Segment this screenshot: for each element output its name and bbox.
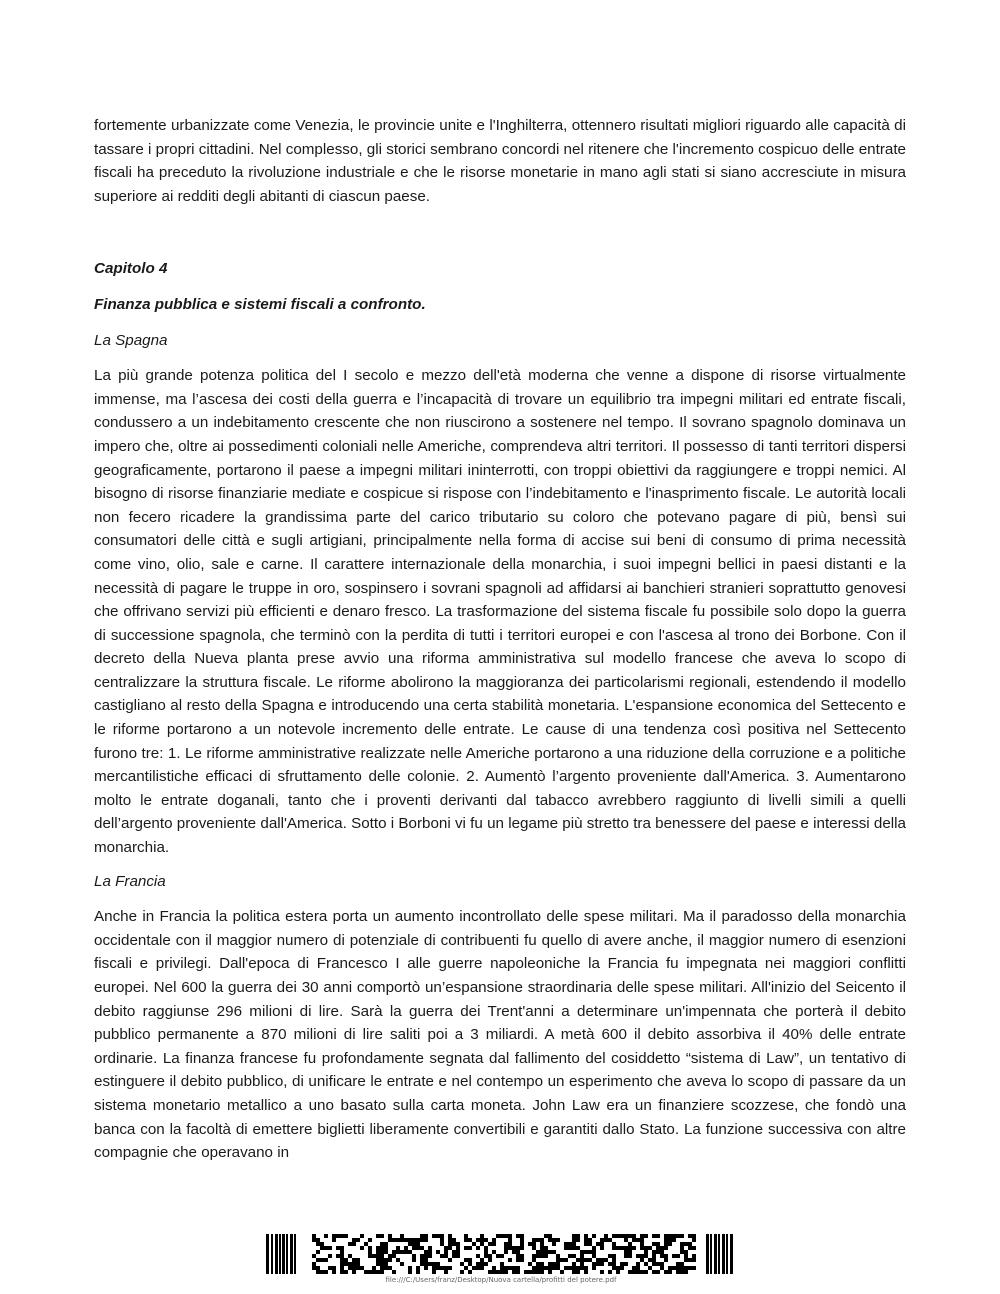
barcode-image [266, 1232, 736, 1278]
intro-paragraph: fortemente urbanizzate come Venezia, le provincie unite e l'Inghilterra, ottennero risultati migliori riguardo alle capacità di tassare i propri cittadini. Nel complesso, gli storici sembrano concordi nel ritenere che l'incremento cospicuo delle entrate fiscali ha preceduto la rivoluzione industriale e che le risorse monetarie in mano agli stati si siano accresciute in misura superiore ai redditi degli abitanti di ciascun paese. [94, 117, 906, 205]
section-paragraph-spagna: La più grande potenza politica del I secolo e mezzo dell'età moderna che venne a dispone di risorse virtualmente immense, ma l’ascesa dei costi della guerra e l’incapacità di trovare un equilibrio tra impegni militari ed entrate fiscali, condussero a un indebitamento crescente che non riuscirono a sostenere nel tempo. Il sovrano spagnolo dominava un impero che, oltre ai possedimenti coloniali nelle Americhe, comprendeva altri territori. Il possesso di tanti territori dispersi geograficamente, portarono il paese a impegni militari ininterrotti, con troppi obiettivi da raggiungere e troppi nemici. Al bisogno di risorse finanziarie mediate e cospicue si rispose con l’indebitamento e l'inasprimento fiscale. Le autorità locali non fecero ricadere la grandissima parte del carico tributario su coloro che potevano pagare di più, bensì sui consumatori delle città e sugli artigiani, principalmente nella forma di accise sui beni di consumo di prima necessità come vino, olio, sale e carne. Il carattere internazionale della monarchia, i suoi impegni bellici in paesi distanti e la necessità di pagare le truppe in oro, sospinsero i sovrani spagnoli ad affidarsi ai banchieri stranieri soprattutto genovesi che offrivano servizi più efficienti e denaro fresco. La trasformazione del sistema fiscale fu possibile solo dopo la guerra di successione spagnola, che terminò con la perdita di tutti i territori europei e con l'ascesa al trono dei Borbone. Con il decreto della Nueva planta prese avvio una riforma amministrativa sul modello francese che aveva lo scopo di centralizzare la struttura fiscale. Le riforme abolirono la maggioranza dei particolarismi regionali, estendendo il modello castigliano al resto della Spagna e introducendo una certa stabilità monetaria. L'espansione economica del Settecento e le riforme portarono a un notevole incremento delle entrate. Le cause di una tendenza così positiva nel Settecento furono tre: 1. Le riforme amministrative realizzate nelle Americhe portarono a una riduzione della corruzione e a politiche mercantilistiche efficaci di sfruttamento delle colonie. 2. Aumentò l’argento proveniente dall'America. 3. Aumentarono molto le entrate doganali, tanto che i proventi derivanti dal tabacco avrebbero raggiunto di livelli simili a quelli dell’argento proveniente dall'America. Sotto i Borboni vi fu un legame più stretto tra benessere del paese e interessi della monarchia. [94, 367, 906, 857]
section-heading-spagna: La Spagna [94, 331, 168, 349]
footer-file-path: file:///C:/Users/franz/Desktop/Nuova cartella/profitti del potere.pdf [385, 1276, 617, 1284]
chapter-title: Finanza pubblica e sistemi fiscali a confronto. [94, 295, 426, 313]
chapter-label: Capitolo 4 [94, 260, 168, 278]
document-page [94, 114, 906, 1165]
section-paragraph-francia: Anche in Francia la politica estera porta un aumento incontrollato delle spese militari. Ma il paradosso della monarchia occidentale con il maggior numero di potenziale di contribuenti fu quello di avere anche, il maggior numero di esenzioni fiscali e privilegi. Dall'epoca di Francesco I alle guerre napoleoniche la Francia fu impegnata nei maggiori conflitti europei. Nel 600 la guerra dei 30 anni comportò un’espansione straordinaria delle spese militari. All'inizio del Seicento il debito raggiunse 296 milioni di lire. Sarà la guerra dei Trent'anni a determinare un'impennata che porterà il debito pubblico permanente a 870 milioni di lire saliti poi a 3 miliardi. A metà 600 il debito assorbiva il 40% delle entrate ordinarie. La finanza francese fu profondamente segnata dal fallimento del cosiddetto “sistema di Law”, un tentativo di estinguere il debito pubblico, di unificare le entrate e nel contempo un esperimento che aveva lo scopo di passare da un sistema monetario metallico a uno basato sulla carta moneta. John Law era un finanziere scozzese, che fondò una banca con la facoltà di emettere biglietti liberamente convertibili e garantiti dallo Stato. La funzione successiva con altre compagnie che operavano in [94, 908, 906, 1162]
section-heading-francia: La Francia [94, 872, 166, 890]
